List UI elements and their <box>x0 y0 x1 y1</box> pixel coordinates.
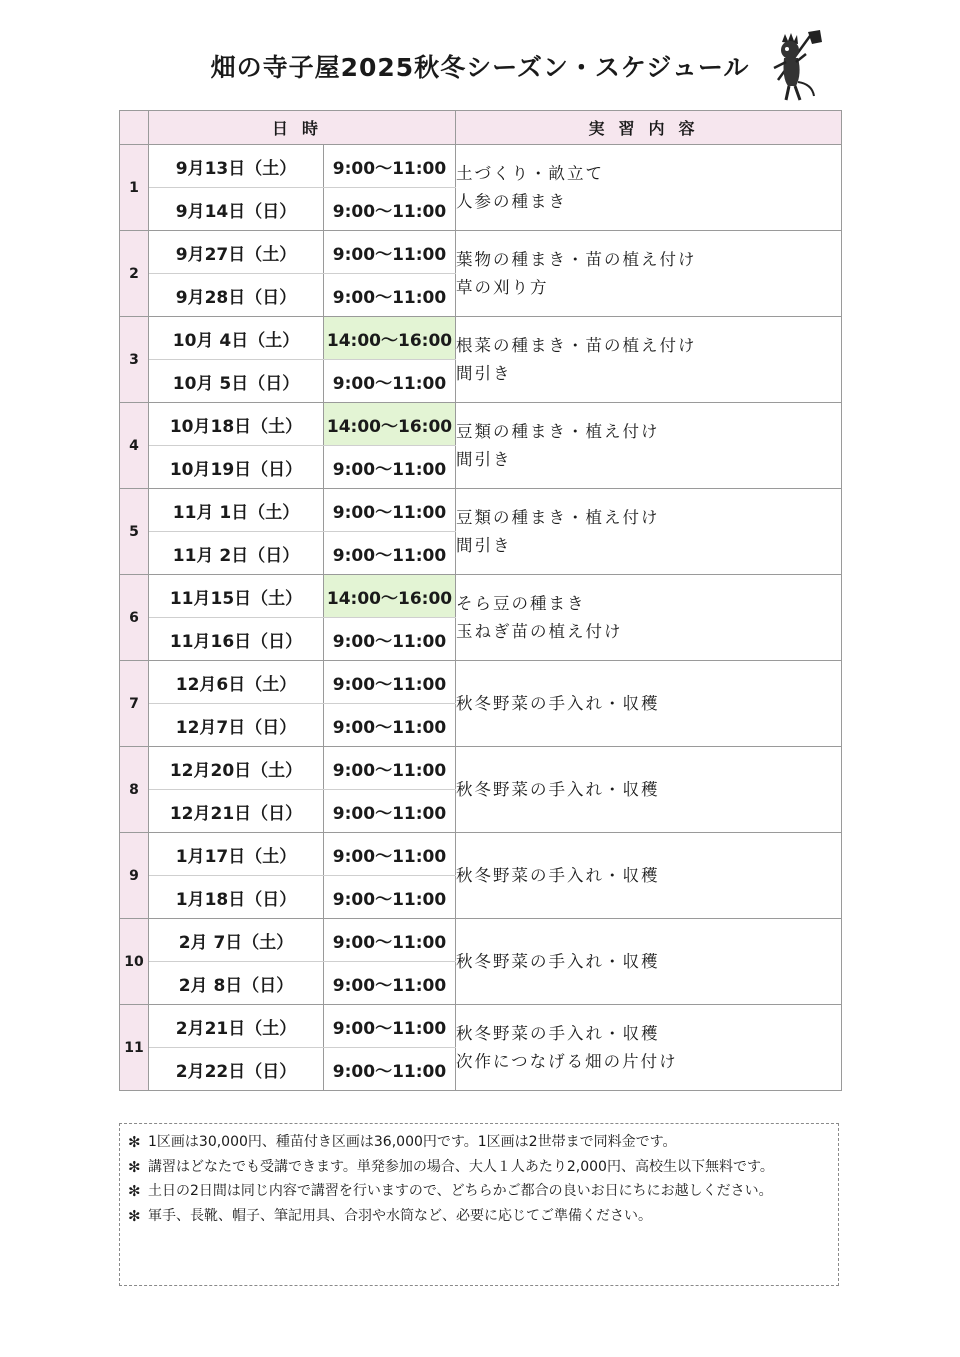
note-text: 1区画は30,000円、種苗付き区画は36,000円です。1区画は2世帯まで同料金です。 <box>148 1134 677 1150</box>
saturday-time: 9:00～11:00 <box>324 919 456 962</box>
table-row <box>120 919 842 962</box>
sunday-time: 9:00～11:00 <box>324 532 456 575</box>
saturday-time: 9:00～11:00 <box>324 661 456 704</box>
table-row <box>120 575 842 618</box>
session-number: 9 <box>120 833 149 919</box>
saturday-date: 2月21日（土） <box>149 1005 324 1048</box>
saturday-date: 1月17日（土） <box>149 833 324 876</box>
notes-box <box>119 1123 839 1286</box>
table-row <box>120 145 842 188</box>
saturday-time: 9:00～11:00 <box>324 489 456 532</box>
table-row <box>120 403 842 446</box>
saturday-date: 9月27日（土） <box>149 231 324 274</box>
content-line-1: 秋冬野菜の手入れ・収穫 <box>456 693 660 713</box>
saturday-date: 2月 7日（土） <box>149 919 324 962</box>
saturday-date: 9月13日（土） <box>149 145 324 188</box>
session-content <box>456 403 842 489</box>
sunday-date: 2月22日（日） <box>149 1048 324 1091</box>
content-line-1: 豆類の種まき・植え付け <box>456 421 660 441</box>
session-content <box>456 747 842 833</box>
schedule-body <box>120 145 842 1091</box>
content-line-1: 葉物の種まき・苗の植え付け <box>456 249 697 269</box>
sunday-date: 1月18日（日） <box>149 876 324 919</box>
session-number: 3 <box>120 317 149 403</box>
saturday-time: 9:00～11:00 <box>324 231 456 274</box>
saturday-time-afternoon: 14:00～16:00 <box>324 575 456 618</box>
farmer-with-hoe-icon <box>760 28 828 104</box>
note-item <box>128 1204 828 1229</box>
page-title: 畑の寺子屋2025秋冬シーズン・スケジュール <box>210 53 750 82</box>
content-line-2: 人参の種まき <box>456 191 568 211</box>
saturday-date: 10月18日（土） <box>149 403 324 446</box>
asterisk-icon: ✻ <box>128 1182 141 1200</box>
header-content: 実習内容 <box>456 111 842 145</box>
session-number: 10 <box>120 919 149 1005</box>
saturday-time: 9:00～11:00 <box>324 1005 456 1048</box>
content-line-2: 間引き <box>456 363 512 383</box>
saturday-time: 9:00～11:00 <box>324 747 456 790</box>
content-line-2: 間引き <box>456 449 512 469</box>
content-line-2: 次作につなげる畑の片付け <box>456 1051 678 1071</box>
content-line-1: 秋冬野菜の手入れ・収穫 <box>456 865 660 885</box>
header-corner-cell <box>120 111 149 145</box>
session-number: 7 <box>120 661 149 747</box>
note-item <box>128 1130 828 1155</box>
content-line-1: 根菜の種まき・苗の植え付け <box>456 335 697 355</box>
saturday-time-afternoon: 14:00～16:00 <box>324 317 456 360</box>
content-line-1: 豆類の種まき・植え付け <box>456 507 660 527</box>
content-line-1: そら豆の種まき <box>456 593 586 613</box>
session-content <box>456 833 842 919</box>
table-row <box>120 231 842 274</box>
content-line-1: 秋冬野菜の手入れ・収穫 <box>456 951 660 971</box>
saturday-date: 12月20日（土） <box>149 747 324 790</box>
asterisk-icon: ✻ <box>128 1206 141 1225</box>
saturday-time: 9:00～11:00 <box>324 833 456 876</box>
sunday-date: 9月28日（日） <box>149 274 324 317</box>
session-content <box>456 489 842 575</box>
session-content <box>456 1005 842 1091</box>
sunday-date: 10月 5日（日） <box>149 360 324 403</box>
content-line-2: 玉ねぎ苗の植え付け <box>456 621 623 641</box>
saturday-date: 11月15日（土） <box>149 575 324 618</box>
asterisk-icon: ✻ <box>128 1157 141 1176</box>
content-line-1: 土づくり・畝立て <box>456 163 605 183</box>
note-text: 軍手、長靴、帽子、筆記用具、合羽や水筒など、必要に応じてご準備ください。 <box>148 1207 652 1224</box>
session-content <box>456 661 842 747</box>
content-line-2: 間引き <box>456 535 512 555</box>
sunday-time: 9:00～11:00 <box>324 188 456 231</box>
table-row <box>120 317 842 360</box>
table-row <box>120 661 842 704</box>
table-row <box>120 747 842 790</box>
sunday-time: 9:00～11:00 <box>324 446 456 489</box>
session-content <box>456 145 842 231</box>
sunday-time: 9:00～11:00 <box>324 790 456 833</box>
saturday-date: 11月 1日（土） <box>149 489 324 532</box>
note-item <box>128 1155 828 1180</box>
session-number: 11 <box>120 1005 149 1091</box>
session-number: 6 <box>120 575 149 661</box>
sunday-date: 2月 8日（日） <box>149 962 324 1005</box>
session-number: 5 <box>120 489 149 575</box>
saturday-date: 10月 4日（土） <box>149 317 324 360</box>
content-line-2: 草の刈り方 <box>456 277 549 297</box>
sunday-date: 11月 2日（日） <box>149 532 324 575</box>
table-row <box>120 833 842 876</box>
session-content <box>456 575 842 661</box>
sunday-date: 9月14日（日） <box>149 188 324 231</box>
table-row <box>120 489 842 532</box>
table-header-row <box>120 111 842 145</box>
session-content <box>456 317 842 403</box>
sunday-date: 11月16日（日） <box>149 618 324 661</box>
session-number: 2 <box>120 231 149 317</box>
saturday-time-afternoon: 14:00～16:00 <box>324 403 456 446</box>
sunday-time: 9:00～11:00 <box>324 704 456 747</box>
sunday-date: 12月7日（日） <box>149 704 324 747</box>
session-number: 4 <box>120 403 149 489</box>
sunday-time: 9:00～11:00 <box>324 962 456 1005</box>
note-text: 土日の2日間は同じ内容で講習を行いますので、どちらかご都合の良いお日にちにお越しください。 <box>148 1183 773 1199</box>
header-datetime: 日時 <box>149 111 456 145</box>
session-number: 1 <box>120 145 149 231</box>
note-text: 講習はどなたでも受講できます。単発参加の場合、大人１人あたり2,000円、高校生以下無料です。 <box>148 1158 774 1175</box>
content-line-1: 秋冬野菜の手入れ・収穫 <box>456 779 660 799</box>
asterisk-icon: ✻ <box>128 1133 141 1151</box>
schedule-table <box>119 110 842 1091</box>
saturday-date: 12月6日（土） <box>149 661 324 704</box>
sunday-time: 9:00～11:00 <box>324 1048 456 1091</box>
content-line-1: 秋冬野菜の手入れ・収穫 <box>456 1023 660 1043</box>
session-content <box>456 919 842 1005</box>
sunday-date: 10月19日（日） <box>149 446 324 489</box>
note-item <box>128 1179 828 1204</box>
table-row <box>120 1005 842 1048</box>
sunday-time: 9:00～11:00 <box>324 274 456 317</box>
sunday-time: 9:00～11:00 <box>324 876 456 919</box>
sunday-time: 9:00～11:00 <box>324 618 456 661</box>
session-number: 8 <box>120 747 149 833</box>
saturday-time: 9:00～11:00 <box>324 145 456 188</box>
session-content <box>456 231 842 317</box>
sunday-date: 12月21日（日） <box>149 790 324 833</box>
sunday-time: 9:00～11:00 <box>324 360 456 403</box>
